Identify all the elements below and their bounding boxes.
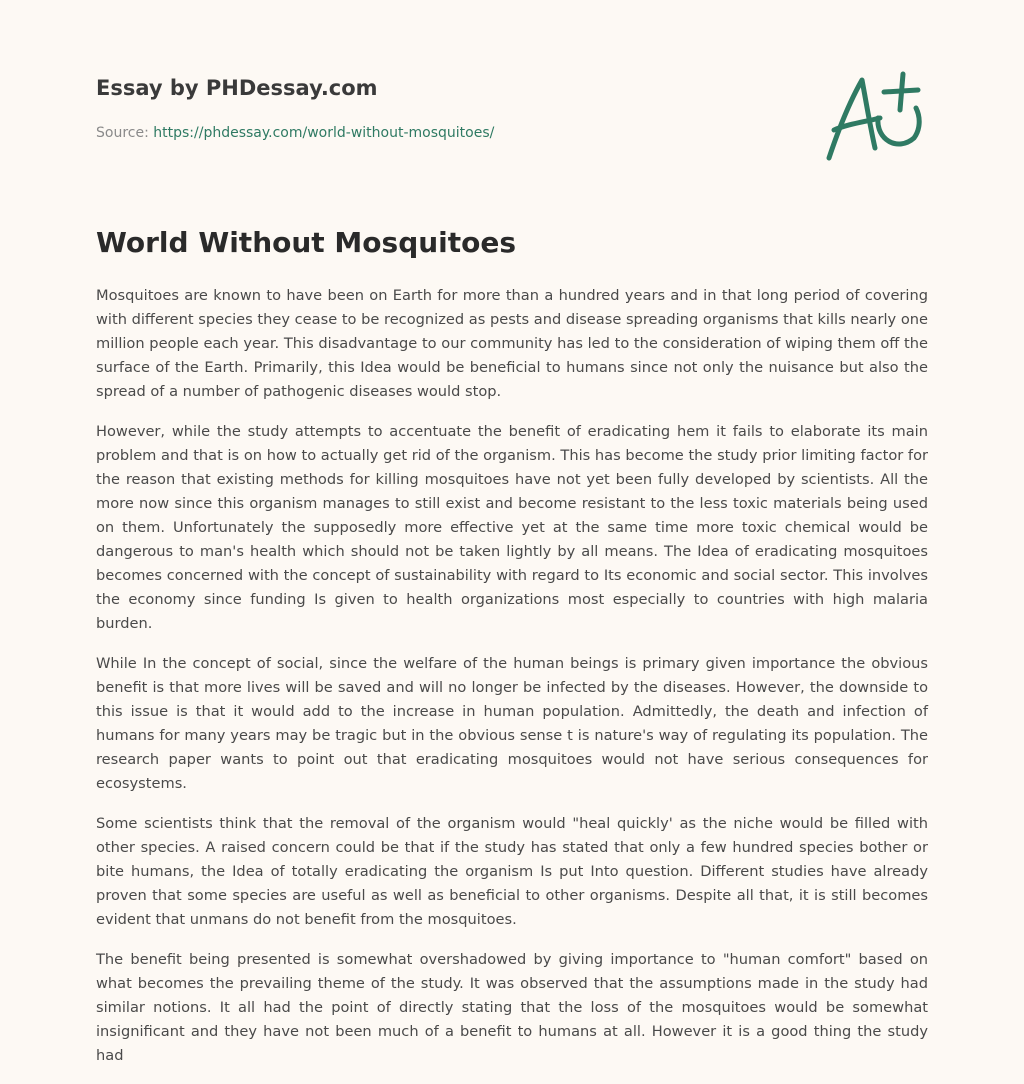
essay-body: [96, 284, 928, 1084]
essay-paragraph: The benefit being presented is somewhat overshadowed by giving importance to "human comfort" based on what becomes the prevailing theme of the study. It was observed that the assumptions made in the study had similar notions. It all had the point of directly stating that the loss of the mosquitoes would be somewhat insignificant and they have not been much of a benefit to humans at all. However it is a good thing the study had: [96, 951, 928, 1064]
source-line: [96, 125, 494, 141]
essay-paragraph: While In the concept of social, since the welfare of the human beings is primary given importance the obvious benefit is that more lives will be saved and will no longer be infected by the diseases. However, the downside to this issue is that it would add to the increase in human population. Admittedly, the death and infection of humans for many years may be tragic but in the obvious sense t is nature's way of regulating its population. The research paper wants to point out that eradicating mosquitoes would not have serious consequences for ecosystems.: [96, 655, 928, 792]
site-title: Essay by PHDessay.com: [96, 76, 378, 100]
source-link[interactable]: https://phdessay.com/world-without-mosquitoes/: [153, 125, 495, 141]
essay-paragraph: Mosquitoes are known to have been on Earth for more than a hundred years and in that long period of covering with different species they cease to be recognized as pests and disease spreading organisms that kills nearly one million people each year. This disadvantage to our community has led to the consideration of wiping them off the surface of the Earth. Primarily, this Idea would be beneficial to humans since not only the nuisance but also the spread of a number of pathogenic diseases would stop.: [96, 287, 928, 400]
source-label: Source:: [96, 125, 149, 141]
essay-paragraph: However, while the study attempts to accentuate the benefit of eradicating hem it fails to elaborate its main problem and that is on how to actually get rid of the organism. This has become the study prior limiting factor for the reason that existing methods for killing mosquitoes have not yet been fully developed by scientists. All the more now since this organism manages to still exist and become resistant to the less toxic materials being used on them. Unfortunately the supposedly more effective yet at the same time more toxic chemical would be dangerous to man's health which should not be taken lightly by all means. The Idea of eradicating mosquitoes becomes concerned with the concept of sustainability with regard to Its economic and social sector. This involves the economy since funding Is given to health organizations most especially to countries with high malaria burden.: [96, 423, 928, 632]
a-plus-grade-icon: [820, 66, 930, 166]
essay-paragraph: Some scientists think that the removal of the organism would "heal quickly' as the niche would be filled with other species. A raised concern could be that if the study has stated that only a few hundred species bother or bite humans, the Idea of totally eradicating the organism Is put Into question. Different studies have already proven that some species are useful as well as beneficial to other organisms. Despite all that, it is still becomes evident that unmans do not benefit from the mosquitoes.: [96, 815, 928, 928]
essay-title: World Without Mosquitoes: [96, 226, 517, 259]
